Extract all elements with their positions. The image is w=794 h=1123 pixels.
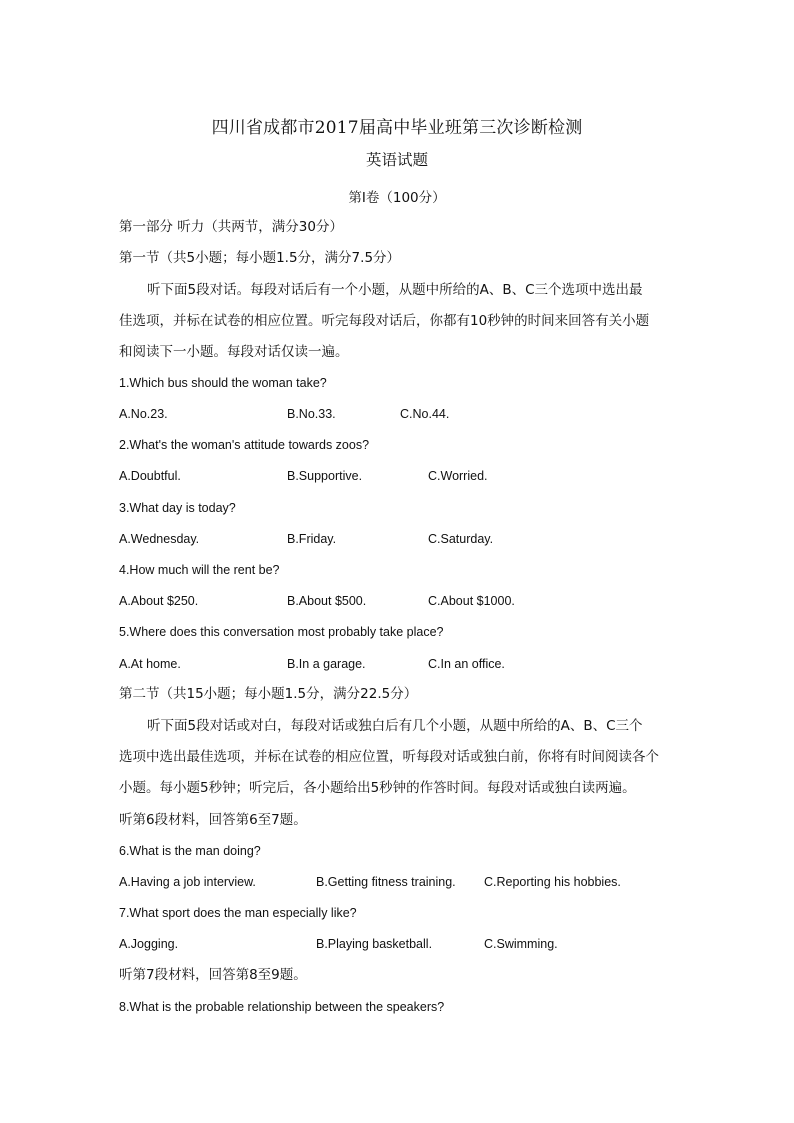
section1-instruction-line: 和阅读下一小题。每段对话仅读一遍。 bbox=[119, 344, 349, 360]
part1-heading: 第一部分 听力（共两节，满分30分） bbox=[119, 219, 343, 235]
question-4-option-c: C.About $1000. bbox=[428, 594, 515, 608]
question-4-option-a: A.About $250. bbox=[119, 594, 199, 608]
question-6: 6.What is the man doing? bbox=[119, 844, 261, 858]
volume-heading: 第Ⅰ卷（100分） bbox=[348, 190, 446, 206]
question-6-option-c: C.Reporting his hobbies. bbox=[484, 875, 621, 889]
question-8: 8.What is the probable relationship between the speakers? bbox=[119, 1000, 445, 1014]
exam-title: 四川省成都市2017届高中毕业班第三次诊断检测 bbox=[211, 118, 583, 138]
question-3-option-b: B.Friday. bbox=[287, 532, 337, 546]
section2-instruction-line: 选项中选出最佳选项，并标在试卷的相应位置，听每段对话或独白前，你将有时间阅读各个 bbox=[119, 749, 659, 765]
question-4: 4.How much will the rent be? bbox=[119, 563, 280, 577]
question-5-option-c: C.In an office. bbox=[428, 657, 505, 671]
section1-heading: 第一节（共5小题；每小题1.5分，满分7.5分） bbox=[119, 250, 401, 266]
section1-instruction-line: 听下面5段对话。每段对话后有一个小题，从题中所给的A、B、C三个选项中选出最 bbox=[147, 282, 643, 298]
material-7-heading: 听第7段材料，回答第8至9题。 bbox=[119, 967, 307, 983]
section2-instruction-line: 小题。每小题5秒钟；听完后，各小题给出5秒钟的作答时间。每段对话或独白读两遍。 bbox=[119, 780, 636, 796]
question-5-option-b: B.In a garage. bbox=[287, 657, 366, 671]
section2-heading: 第二节（共15小题；每小题1.5分，满分22.5分） bbox=[119, 686, 418, 702]
question-2-option-b: B.Supportive. bbox=[287, 469, 363, 483]
section1-instruction-line: 佳选项，并标在试卷的相应位置。听完每段对话后，你都有10秒钟的时间来回答有关小题 bbox=[119, 313, 650, 329]
question-1-option-c: C.No.44. bbox=[400, 407, 450, 421]
question-3-option-c: C.Saturday. bbox=[428, 532, 494, 546]
question-5: 5.Where does this conversation most probably take place? bbox=[119, 625, 444, 639]
question-7: 7.What sport does the man especially like? bbox=[119, 906, 357, 920]
question-6-option-a: A.Having a job interview. bbox=[119, 875, 256, 889]
question-7-option-c: C.Swimming. bbox=[484, 937, 558, 951]
question-3-option-a: A.Wednesday. bbox=[119, 532, 200, 546]
question-6-option-b: B.Getting fitness training. bbox=[316, 875, 456, 889]
section2-instruction-line: 听下面5段对话或对白，每段对话或独白后有几个小题，从题中所给的A、B、C三个 bbox=[147, 718, 643, 734]
question-1: 1.Which bus should the woman take? bbox=[119, 376, 327, 390]
question-3: 3.What day is today? bbox=[119, 501, 236, 515]
question-5-option-a: A.At home. bbox=[119, 657, 181, 671]
question-2: 2.What's the woman's attitude towards zoos? bbox=[119, 438, 370, 452]
question-2-option-c: C.Worried. bbox=[428, 469, 488, 483]
question-1-option-b: B.No.33. bbox=[287, 407, 336, 421]
material-6-heading: 听第6段材料，回答第6至7题。 bbox=[119, 812, 307, 828]
question-2-option-a: A.Doubtful. bbox=[119, 469, 181, 483]
question-4-option-b: B.About $500. bbox=[287, 594, 367, 608]
question-1-option-a: A.No.23. bbox=[119, 407, 168, 421]
question-7-option-a: A.Jogging. bbox=[119, 937, 179, 951]
exam-subtitle: 英语试题 bbox=[365, 151, 428, 169]
question-7-option-b: B.Playing basketball. bbox=[316, 937, 433, 951]
